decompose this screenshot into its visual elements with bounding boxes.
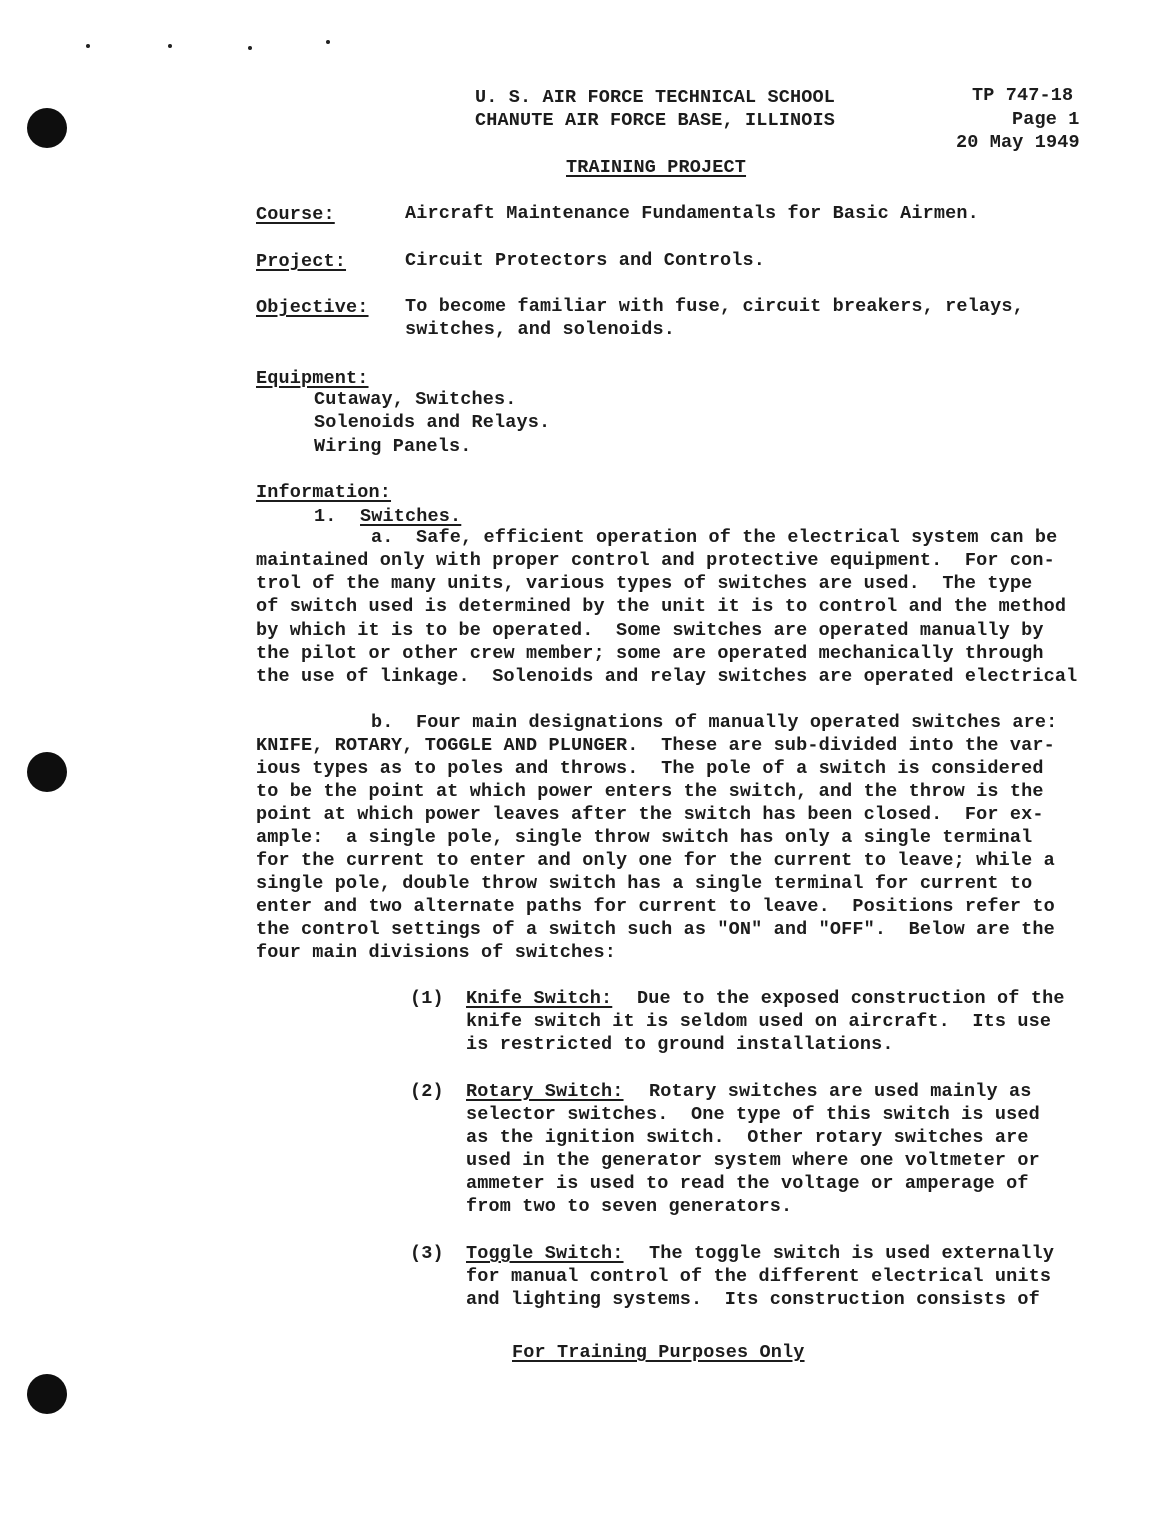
paragraph-line: the pilot or other crew member; some are operated mechanically through <box>256 643 1044 664</box>
paragraph-line: to be the point at which power enters the switch, and the throw is the <box>256 781 1044 802</box>
paragraph-line: by which it is to be operated. Some switches are operated manually by <box>256 620 1044 641</box>
item-number: (1) <box>410 988 444 1009</box>
course-label: Course: <box>256 204 335 225</box>
course-value: Aircraft Maintenance Fundamentals for Basic Airmen. <box>405 203 979 224</box>
equipment-item: Wiring Panels. <box>314 436 472 457</box>
equipment-item: Solenoids and Relays. <box>314 412 551 433</box>
paragraph-line: enter and two alternate paths for current to leave. Positions refer to <box>256 896 1055 917</box>
item-text: for manual control of the different electrical units <box>466 1266 1052 1287</box>
item-text: Due to the exposed construction of the <box>637 988 1065 1009</box>
item-number: (2) <box>410 1081 444 1102</box>
speck <box>86 44 90 48</box>
base-name: CHANUTE AIR FORCE BASE, ILLINOIS <box>475 110 836 131</box>
paragraph-line: KNIFE, ROTARY, TOGGLE AND PLUNGER. These are sub-divided into the var- <box>256 735 1055 756</box>
doc-date: 20 May 1949 <box>956 132 1080 153</box>
section-number: 1. <box>314 506 337 527</box>
item-text: knife switch it is seldom used on aircraft. Its use <box>466 1011 1052 1032</box>
item-text: from two to seven generators. <box>466 1196 793 1217</box>
paragraph-line: ample: a single pole, single throw switch has only a single terminal <box>256 827 1033 848</box>
item-number: (3) <box>410 1243 444 1264</box>
paragraph-line: the use of linkage. Solenoids and relay switches are operated electrical <box>256 666 1078 687</box>
section-title: Switches. <box>360 506 462 527</box>
information-label: Information: <box>256 482 392 503</box>
binder-hole-bottom <box>27 1374 67 1414</box>
school-name: U. S. AIR FORCE TECHNICAL SCHOOL <box>475 87 836 108</box>
item-text: selector switches. One type of this switch is used <box>466 1104 1040 1125</box>
paragraph-line: trol of the many units, various types of switches are used. The type <box>256 573 1033 594</box>
item-text: Rotary switches are used mainly as <box>649 1081 1032 1102</box>
item-title: Toggle Switch: <box>466 1243 624 1264</box>
item-title: Rotary Switch: <box>466 1081 624 1102</box>
paragraph-line: ious types as to poles and throws. The pole of a switch is considered <box>256 758 1044 779</box>
item-text: is restricted to ground installations. <box>466 1034 894 1055</box>
paragraph-line: for the current to enter and only one for the current to leave; while a <box>256 850 1055 871</box>
objective-line: switches, and solenoids. <box>405 319 676 340</box>
paragraph-line: single pole, double throw switch has a single terminal for current to <box>256 873 1033 894</box>
equipment-label: Equipment: <box>256 368 369 389</box>
paragraph-line: of switch used is determined by the unit it is to control and the method <box>256 596 1067 617</box>
item-text: and lighting systems. Its construction consists of <box>466 1289 1040 1310</box>
project-label: Project: <box>256 251 347 272</box>
item-text: used in the generator system where one voltmeter or <box>466 1150 1040 1171</box>
project-value: Circuit Protectors and Controls. <box>405 250 766 271</box>
page-number: Page 1 <box>1012 109 1080 130</box>
speck <box>168 44 172 48</box>
item-text: The toggle switch is used externally <box>649 1243 1055 1264</box>
document-title: TRAINING PROJECT <box>566 157 747 178</box>
paragraph-line: maintained only with proper control and protective equipment. For con- <box>256 550 1055 571</box>
speck <box>326 40 330 44</box>
paragraph-line: point at which power leaves after the switch has been closed. For ex- <box>256 804 1044 825</box>
paragraph-line: the control settings of a switch such as "ON" and "OFF". Below are the <box>256 919 1055 940</box>
binder-hole-middle <box>27 752 67 792</box>
speck <box>248 46 252 50</box>
item-title: Knife Switch: <box>466 988 613 1009</box>
paragraph-line: four main divisions of switches: <box>256 942 617 963</box>
paragraph-line: b. Four main designations of manually operated switches are: <box>371 712 1058 733</box>
objective-line: To become familiar with fuse, circuit breakers, relays, <box>405 296 1024 317</box>
item-text: as the ignition switch. Other rotary switches are <box>466 1127 1029 1148</box>
equipment-item: Cutaway, Switches. <box>314 389 517 410</box>
doc-id: TP 747-18 <box>972 85 1074 106</box>
item-text: ammeter is used to read the voltage or amperage of <box>466 1173 1029 1194</box>
binder-hole-top <box>27 108 67 148</box>
objective-label: Objective: <box>256 297 369 318</box>
paragraph-line: a. Safe, efficient operation of the electrical system can be <box>371 527 1058 548</box>
footer-note: For Training Purposes Only <box>512 1342 805 1363</box>
